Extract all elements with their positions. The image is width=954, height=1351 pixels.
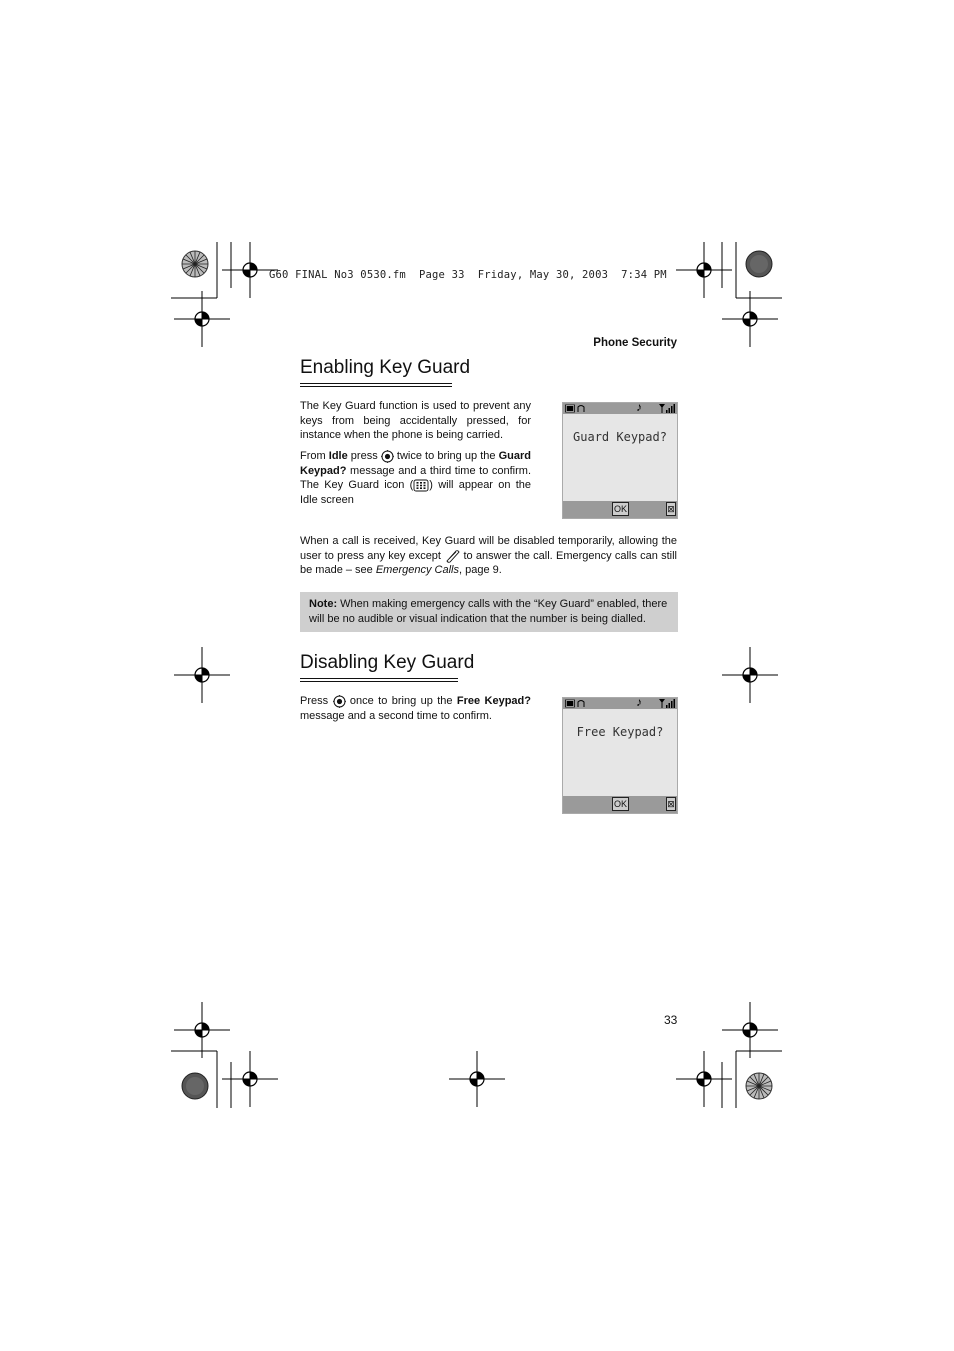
battery-icon xyxy=(565,404,589,413)
note-text: When making emergency calls with the “Key Guard” enabled, there will be no audible or visual indication that the number is being dialled. xyxy=(309,598,668,625)
running-head: Phone Security xyxy=(593,337,677,349)
section-title-enable: Enabling Key Guard xyxy=(300,357,471,378)
text: Press xyxy=(300,695,333,707)
print-header: G60 FINAL No3 0530.fm Page 33 Friday, May 30, 2003 7:34 PM xyxy=(269,269,667,281)
text: press xyxy=(347,450,381,462)
ok-softkey: OK xyxy=(613,799,627,809)
text: When a call is received, Key Guard will be disabled temporarily, allowing the user to press any key except xyxy=(300,535,677,562)
registration-mark xyxy=(449,1051,505,1107)
text: , page 9. xyxy=(458,564,502,576)
phone-screen-guard xyxy=(562,402,678,519)
text: once to bring up the xyxy=(345,695,457,707)
note-box xyxy=(300,592,678,632)
registration-mark xyxy=(722,647,778,703)
title-rule xyxy=(300,681,458,682)
battery-icon xyxy=(565,699,589,708)
registration-mark xyxy=(722,291,778,347)
registration-mark xyxy=(722,1002,778,1058)
paragraph xyxy=(300,449,531,507)
section-title-disable: Disabling Key Guard xyxy=(300,652,475,673)
title-rule xyxy=(300,383,452,384)
music-note-icon: ♪ xyxy=(636,400,642,414)
title-rule xyxy=(300,678,458,679)
page-number: 33 xyxy=(664,1013,678,1027)
signal-icon xyxy=(659,699,675,708)
ok-softkey: OK xyxy=(613,504,627,514)
italic-text: Emergency Calls xyxy=(375,564,459,576)
back-softkey: ⊠ xyxy=(667,504,675,514)
music-note-icon: ♪ xyxy=(636,695,642,709)
registration-mark xyxy=(222,1051,278,1107)
bold-text: Idle xyxy=(328,450,348,462)
color-target xyxy=(746,251,772,277)
paragraph xyxy=(300,694,531,723)
text: message and a third time to confirm. The Key Guard icon ( xyxy=(300,464,531,491)
phone-screen-free xyxy=(562,697,678,814)
phone-message: Guard Keypad? xyxy=(573,430,667,444)
softkey-bar xyxy=(563,501,677,518)
registration-mark xyxy=(676,1051,732,1107)
bold-text: Free Keypad? xyxy=(456,695,531,707)
phone-message: Free Keypad? xyxy=(576,725,664,739)
status-bar xyxy=(563,695,677,709)
color-target xyxy=(746,1073,772,1099)
paragraph xyxy=(300,399,531,443)
bold-text: Guard Keypad? xyxy=(300,450,531,477)
text: From xyxy=(300,450,329,462)
note-label: Note: xyxy=(309,598,338,610)
signal-icon xyxy=(659,404,675,413)
color-target xyxy=(182,1073,208,1099)
title-rule xyxy=(300,386,452,387)
registration-mark xyxy=(174,1002,230,1058)
color-target xyxy=(182,251,208,277)
keyguard-icon xyxy=(413,479,429,492)
text: message and a second time to confirm. xyxy=(300,709,492,722)
registration-mark xyxy=(174,291,230,347)
text: ) will appear on the Idle screen xyxy=(300,479,531,506)
registration-mark xyxy=(174,647,230,703)
status-bar xyxy=(563,400,677,414)
call-key-icon xyxy=(444,549,460,563)
nav-center-key-icon xyxy=(333,695,346,708)
back-softkey: ⊠ xyxy=(667,799,675,809)
softkey-bar xyxy=(563,796,677,813)
paragraph xyxy=(300,534,677,578)
nav-center-key-icon xyxy=(381,450,394,463)
text: twice to bring up the xyxy=(393,450,499,462)
text: to answer the call. Emergency calls can still be made – see xyxy=(300,549,678,576)
registration-mark xyxy=(676,242,732,298)
paragraph-text: The Key Guard function is used to prevent any keys from being accidentally pressed, for instance when the phone is being carried. xyxy=(300,400,531,441)
